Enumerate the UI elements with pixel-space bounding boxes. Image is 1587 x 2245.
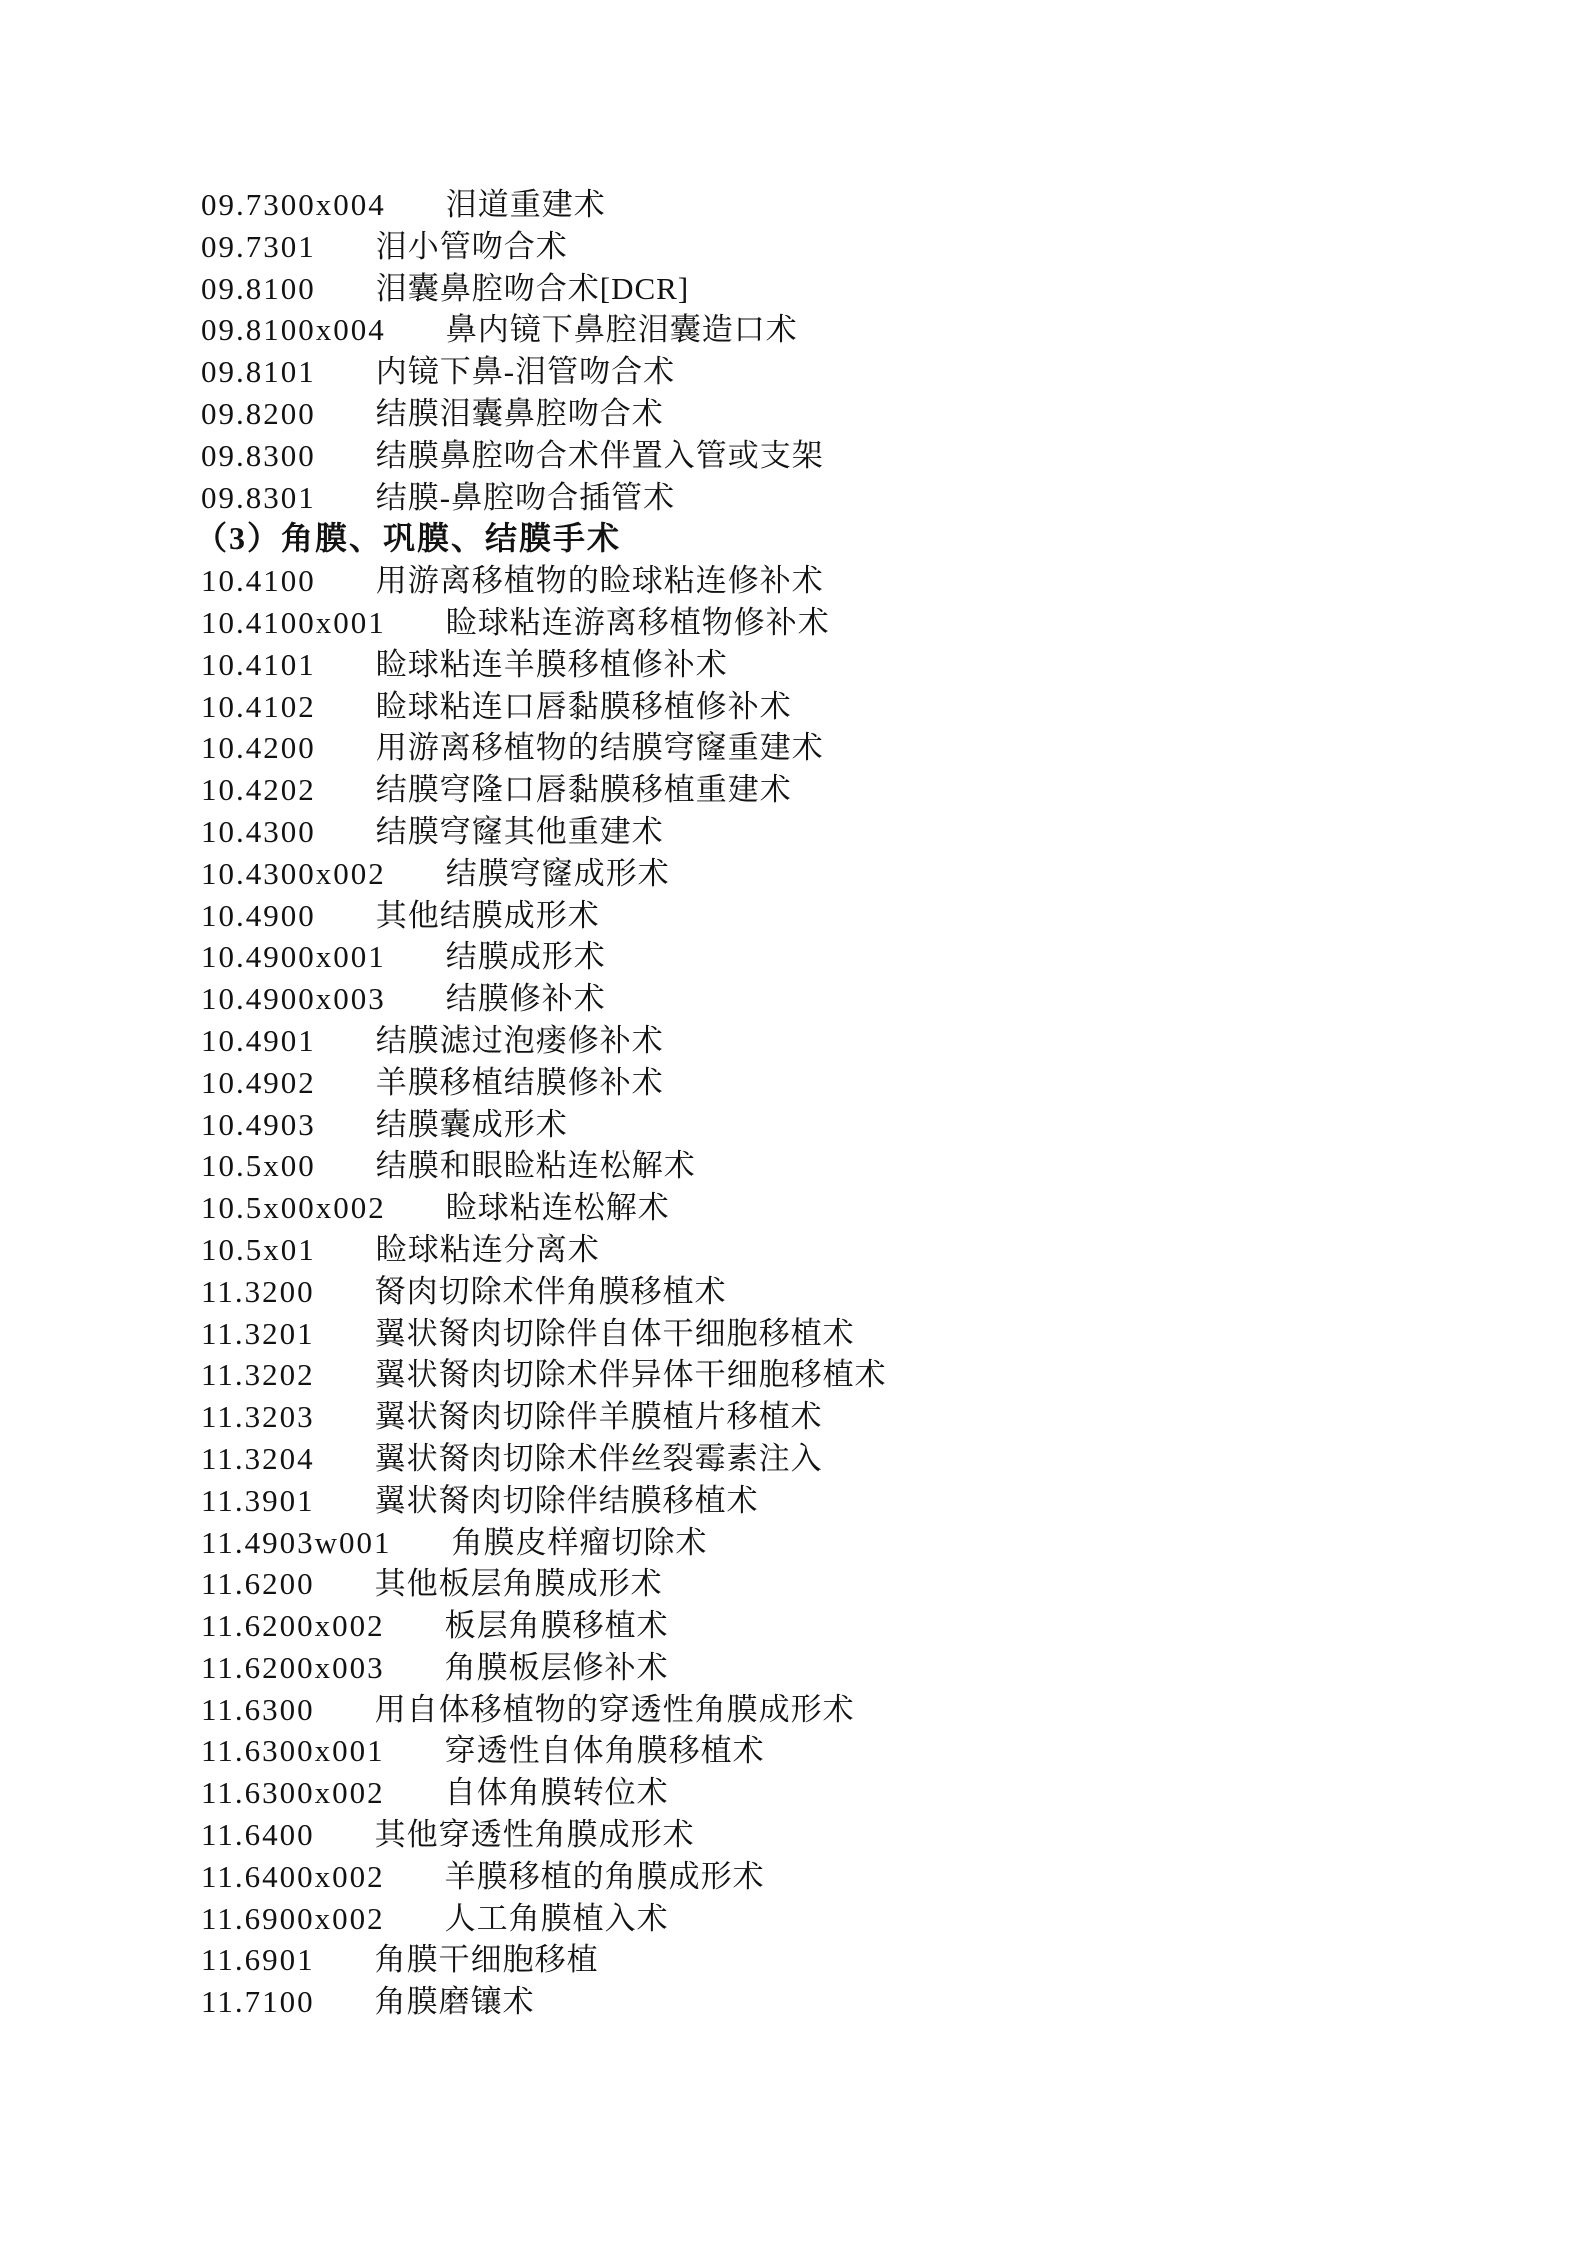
procedure-name: 睑球粘连分离术	[375, 1231, 600, 1267]
procedure-code: 10.4100x001	[201, 604, 386, 640]
procedure-row	[201, 1062, 1497, 1104]
procedure-row	[201, 1898, 1497, 1940]
procedure-name: 羊膜移植的角膜成形术	[444, 1858, 765, 1894]
procedure-code: 11.6400	[201, 1817, 315, 1853]
procedure-row	[201, 1981, 1497, 2023]
procedure-row	[201, 1396, 1497, 1438]
procedure-name: 翼状胬肉切除伴结膜移植术	[374, 1482, 759, 1518]
procedure-code: 11.3201	[201, 1315, 315, 1351]
procedure-code: 10.4101	[201, 646, 316, 682]
procedure-row	[201, 1229, 1497, 1271]
procedure-row	[201, 1271, 1497, 1313]
procedure-row	[201, 1647, 1497, 1689]
section-heading	[195, 518, 1497, 560]
procedure-name: 角膜板层修补术	[444, 1649, 669, 1685]
procedure-name: 其他穿透性角膜成形术	[374, 1817, 695, 1853]
procedure-name: 结膜囊成形术	[375, 1106, 568, 1142]
procedure-code: 11.7100	[201, 1984, 315, 2020]
procedure-row	[201, 1020, 1497, 1062]
procedure-row	[201, 853, 1497, 895]
procedure-name: 结膜滤过泡瘘修补术	[375, 1022, 664, 1058]
procedure-row	[201, 1313, 1497, 1355]
procedure-code: 09.7300x004	[201, 187, 386, 222]
procedure-code: 10.4300	[201, 813, 316, 849]
procedure-row	[201, 895, 1497, 937]
procedure-code: 10.4100	[201, 563, 316, 599]
procedure-name: 翼状胬肉切除术伴丝裂霉素注入	[374, 1440, 823, 1476]
procedure-row	[201, 1814, 1497, 1856]
procedure-code: 11.4903w001	[201, 1524, 392, 1560]
procedure-name: 用游离移植物的结膜穹窿重建术	[375, 730, 824, 766]
procedure-code: 10.5x00x002	[201, 1190, 386, 1226]
procedure-name: 睑球粘连松解术	[445, 1190, 670, 1226]
procedure-name: 穿透性自体角膜移植术	[444, 1733, 765, 1769]
procedure-code: 10.4200	[201, 730, 316, 766]
procedure-code: 11.6300x002	[201, 1775, 385, 1811]
procedure-code: 10.5x00	[201, 1148, 316, 1184]
procedure-row	[201, 1354, 1497, 1396]
procedure-row	[201, 268, 1497, 310]
procedure-code: 11.6400x002	[201, 1858, 385, 1894]
procedure-code: 09.8301	[201, 479, 316, 515]
procedure-code-list	[195, 184, 1497, 2023]
procedure-name: 内镜下鼻-泪管吻合术	[375, 354, 676, 390]
procedure-code: 11.6300	[201, 1691, 315, 1727]
procedure-name: 泪道重建术	[445, 187, 606, 222]
procedure-row	[201, 686, 1497, 728]
procedure-name: 其他板层角膜成形术	[374, 1566, 663, 1602]
procedure-name: 结膜穹窿成形术	[445, 855, 670, 891]
procedure-name: 羊膜移植结膜修补术	[375, 1064, 664, 1100]
section-heading-text: （3）角膜、巩膜、结膜手术	[195, 520, 622, 557]
procedure-name: 睑球粘连游离移植物修补术	[445, 604, 830, 640]
procedure-code: 10.4102	[201, 688, 316, 724]
procedure-code: 11.6200x003	[201, 1649, 385, 1685]
procedure-row	[201, 1689, 1497, 1731]
procedure-code: 11.6900x002	[201, 1900, 385, 1936]
procedure-row	[201, 602, 1497, 644]
procedure-code: 11.6200	[201, 1566, 315, 1602]
procedure-row	[201, 769, 1497, 811]
procedure-row	[201, 1856, 1497, 1898]
procedure-name: 其他结膜成形术	[375, 897, 600, 933]
procedure-row	[201, 1772, 1497, 1814]
procedure-row	[201, 1480, 1497, 1522]
procedure-code: 09.8300	[201, 437, 316, 473]
procedure-code: 10.4900x003	[201, 981, 386, 1017]
procedure-row	[201, 1563, 1497, 1605]
procedure-row	[201, 644, 1497, 686]
procedure-name: 翼状胬肉切除术伴异体干细胞移植术	[374, 1357, 887, 1393]
procedure-row	[201, 1187, 1497, 1229]
procedure-code: 11.3202	[201, 1357, 315, 1393]
procedure-code: 11.3200	[201, 1273, 315, 1309]
procedure-code: 11.3204	[201, 1440, 315, 1476]
procedure-row	[201, 351, 1497, 393]
procedure-name: 睑球粘连口唇黏膜移植修补术	[375, 688, 792, 724]
procedure-name: 结膜和眼睑粘连松解术	[375, 1148, 696, 1184]
procedure-row	[201, 1104, 1497, 1146]
procedure-row	[201, 226, 1497, 268]
procedure-row	[201, 936, 1497, 978]
procedure-code: 10.4300x002	[201, 855, 386, 891]
procedure-name: 用自体移植物的穿透性角膜成形术	[374, 1691, 855, 1727]
procedure-row	[201, 1605, 1497, 1647]
procedure-code: 09.8100	[201, 270, 316, 306]
procedure-code: 09.8100x004	[201, 312, 386, 348]
procedure-code: 11.6200x002	[201, 1608, 385, 1644]
procedure-name: 泪囊鼻腔吻合术[DCR]	[375, 270, 690, 306]
procedure-row	[201, 435, 1497, 477]
procedure-row	[201, 1939, 1497, 1981]
procedure-code: 09.8200	[201, 395, 316, 431]
procedure-name: 人工角膜植入术	[444, 1900, 669, 1936]
procedure-name: 胬肉切除术伴角膜移植术	[374, 1273, 727, 1309]
procedure-name: 板层角膜移植术	[444, 1608, 669, 1644]
procedure-name: 用游离移植物的睑球粘连修补术	[375, 563, 824, 599]
procedure-name: 结膜穹隆口唇黏膜移植重建术	[375, 772, 792, 808]
procedure-name: 睑球粘连羊膜移植修补术	[375, 646, 728, 682]
procedure-row	[201, 1730, 1497, 1772]
procedure-row	[201, 1438, 1497, 1480]
procedure-name: 角膜干细胞移植	[374, 1942, 599, 1978]
procedure-row	[201, 727, 1497, 769]
procedure-code: 10.5x01	[201, 1231, 316, 1267]
procedure-name: 角膜磨镶术	[374, 1984, 535, 2020]
procedure-code: 10.4902	[201, 1064, 316, 1100]
procedure-code: 09.7301	[201, 228, 316, 264]
procedure-name: 结膜成形术	[445, 939, 606, 975]
procedure-row	[201, 978, 1497, 1020]
procedure-name: 结膜鼻腔吻合术伴置入管或支架	[375, 437, 824, 473]
procedure-code: 09.8101	[201, 354, 316, 390]
procedure-name: 泪小管吻合术	[375, 228, 568, 264]
procedure-code: 11.3203	[201, 1399, 315, 1435]
procedure-name: 自体角膜转位术	[444, 1775, 669, 1811]
procedure-row	[201, 1522, 1497, 1564]
procedure-code: 10.4901	[201, 1022, 316, 1058]
procedure-row	[201, 1145, 1497, 1187]
procedure-row	[201, 309, 1497, 351]
procedure-name: 结膜修补术	[445, 981, 606, 1017]
procedure-name: 结膜-鼻腔吻合插管术	[375, 479, 676, 515]
procedure-row	[201, 477, 1497, 519]
procedure-name: 翼状胬肉切除伴羊膜植片移植术	[374, 1399, 823, 1435]
procedure-code: 11.6300x001	[201, 1733, 385, 1769]
procedure-name: 角膜皮样瘤切除术	[451, 1524, 708, 1560]
procedure-name: 结膜穹窿其他重建术	[375, 813, 664, 849]
procedure-row	[201, 811, 1497, 853]
procedure-name: 鼻内镜下鼻腔泪囊造口术	[445, 312, 798, 348]
procedure-code: 10.4900x001	[201, 939, 386, 975]
procedure-code: 10.4202	[201, 772, 316, 808]
procedure-code: 10.4900	[201, 897, 316, 933]
procedure-name: 翼状胬肉切除伴自体干细胞移植术	[374, 1315, 855, 1351]
procedure-row	[201, 184, 1497, 226]
procedure-code: 10.4903	[201, 1106, 316, 1142]
procedure-code: 11.6901	[201, 1942, 315, 1978]
procedure-name: 结膜泪囊鼻腔吻合术	[375, 395, 664, 431]
procedure-row	[201, 560, 1497, 602]
procedure-row	[201, 393, 1497, 435]
procedure-code: 11.3901	[201, 1482, 315, 1518]
